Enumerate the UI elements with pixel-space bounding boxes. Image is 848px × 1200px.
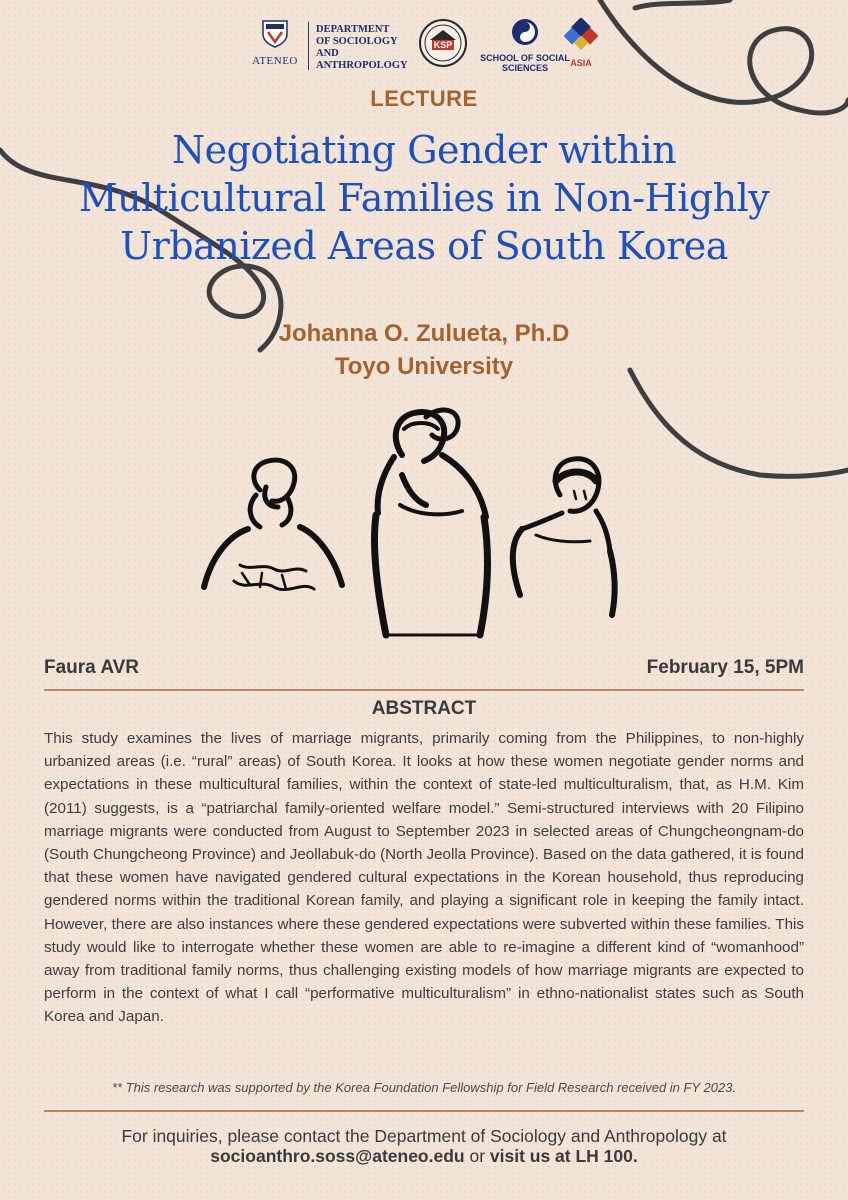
logo-row (0, 18, 848, 76)
divider (44, 1110, 804, 1112)
speaker-name: Johanna O. Zulueta, Ph.D (278, 320, 570, 347)
contact-line-2 (0, 1146, 848, 1166)
logo-divider (308, 22, 309, 70)
ateneo-wordmark: ATENEO (252, 55, 298, 67)
center-figure (374, 410, 487, 635)
abstract-heading: ABSTRACT (371, 698, 477, 719)
lecture-title: Negotiating Gender within Multicultural Families in Non-Highly Urbanized Areas of South Korea (78, 128, 770, 268)
contact-or: or (464, 1146, 490, 1166)
funding-note: ** This research was supported by the Korea Foundation Fellowship for Field Research received in FY 2023. (111, 1080, 737, 1095)
left-figure (204, 460, 342, 589)
school-of-social-sciences-logo (480, 18, 570, 73)
ksp-logo (418, 18, 468, 68)
ksp-text: KSP (433, 40, 453, 50)
contact-info (0, 1126, 848, 1166)
asia-logo (558, 18, 604, 68)
event-venue: Faura AVR (44, 657, 140, 678)
abstract-body: This study examines the lives of marriage migrants, primarily coming from the Philippines, to non-highly urbanized areas (i.e. “rural” areas) of South Korea. It looks at how these women negotiate gender norms and expectations in these multicultural families, within the context of state-led multiculturalism, that, as H.M. Kim (2011) suggests, is a “patriarchal family-oriented welfare model.” Semi-structured interviews with 20 Filipino marriage migrants were conducted from August to September 2023 in selected areas of Chungcheongnam-do (South Chungcheong Province) and Jeollabuk-do (North Jeolla Province). Based on the data gathered, it is found that these women have navigated gendered cultural expectations in the Korean household, thus reproducing gendered norms within the traditional Korean family, and playing a significant role in keeping the family intact. However, there are also instances where these gendered expectations were subverted within these families. This study would like to interrogate whether these women are able to re-imagine a different kind of “womanhood” away from traditional family norms, thus challenging existing models of how marriage migrants are expected to perform in the context of what I call “performative multiculturalism” in ethno-nationalist states such as South Korea and Japan. (44, 730, 804, 1026)
asia-mark-icon (564, 18, 598, 52)
ateneo-seal-icon (260, 18, 290, 48)
soss-mark-icon (511, 18, 539, 46)
contact-line: For inquiries, please contact the Department of Sociology and Anthropology at (121, 1126, 727, 1146)
contact-email-link[interactable]: socioanthro.soss@ateneo.edu (210, 1146, 465, 1166)
soss-wordmark: SCHOOL OF SOCIAL SCIENCES (480, 53, 570, 73)
divider (44, 689, 804, 691)
contact-visit: visit us at LH 100. (489, 1146, 638, 1166)
speaker-affiliation: Toyo University (334, 353, 514, 380)
ateneo-logo (244, 18, 306, 67)
department-wordmark: DEPARTMENT OF SOCIOLOGY AND ANTHROPOLOGY (316, 24, 408, 71)
right-figure (513, 459, 615, 615)
three-figures-illustration (190, 395, 630, 645)
event-date-time: February 15, 5PM (646, 657, 804, 678)
event-type-label: LECTURE (370, 86, 478, 111)
asia-wordmark: ASIA (570, 58, 592, 68)
